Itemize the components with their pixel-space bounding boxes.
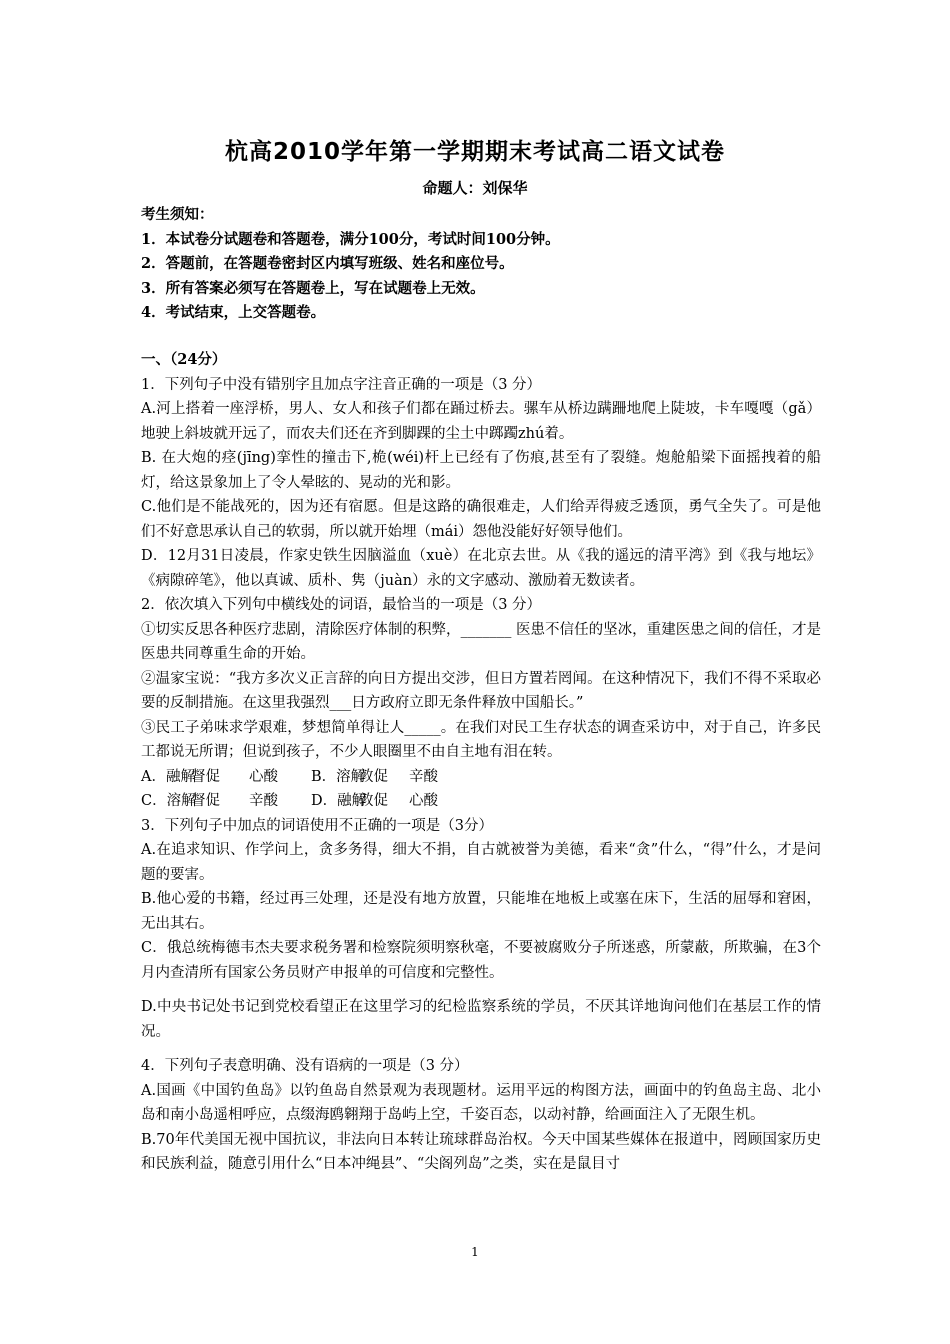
exam-content <box>141 348 821 1177</box>
question-1-option-c: C.他们是不能战死的，因为还有宿愿。但是这路的确很难走，人们给弄得疲乏透顶，勇气全失了。可是他们不好意思承认自己的软弱，所以就开始埋（mái）怨他没能好好领导他们。 <box>141 499 821 540</box>
notice-item: 1．本试卷分试题卷和答题卷，满分100分，考试时间100分钟。 <box>141 230 560 248</box>
option-word: 敦促 <box>359 768 388 785</box>
option-word: D．融解 <box>311 793 367 809</box>
option-word: 心酸 <box>409 793 438 809</box>
question-3-option-d: D.中央书记处书记到党校看望正在这里学习的纪检监察系统的学员，不厌其详地询问他们在基层工作的情况。 <box>141 999 821 1040</box>
question-2-item-1: ①切实反思各种医疗悲剧，清除医疗体制的积弊，_______ 医患不信任的坚冰，重建医患之间的信任，才是医患共同尊重生命的开始。 <box>141 621 821 662</box>
question-2-item-2: ②温家宝说：“我方多次义正言辞的向日方提出交涉，但日方置若罔闻。在这种情况下，我们不得不采取必要的反制措施。在这里我强烈___日方政府立即无条件释放中国船长。” <box>141 670 821 711</box>
notice-heading: 考生须知： <box>141 206 214 223</box>
candidate-notice <box>141 203 821 326</box>
question-1-stem: 1．下列句子中没有错别字且加点字注音正确的一项是（3 分） <box>141 376 542 393</box>
option-word: 敦促 <box>359 793 388 809</box>
question-2-item-3: ③民工子弟味求学艰难，梦想简单得让人_____。在我们对民工生存状态的调查采访中，对于自己，许多民工都说无所谓；但说到孩子，不少人眼圈里不由自主地有泪在转。 <box>141 719 821 760</box>
option-word: 督促 <box>191 768 220 785</box>
page-number: 1 <box>471 1245 479 1259</box>
question-3-option-c: C．俄总统梅德韦杰夫要求税务署和检察院须明察秋毫，不要被腐败分子所迷惑，所蒙蔽，所欺骗，在3个月内查清所有国家公务员财产申报单的可信度和完整性。 <box>141 940 821 981</box>
option-word: 辛酸 <box>409 768 438 785</box>
question-1-option-a: A.河上搭着一座浮桥，男人、女人和孩子们都在踊过桥去。骡车从桥边蹒跚地爬上陡坡，卡车嘎嘎（gǎ）地驶上斜坡就开远了，而农夫们还在齐到脚踝的尘土中踯躅zhú着。 <box>141 401 821 442</box>
exam-title: 杭高2010学年第一学期期末考试高二语文试卷 <box>224 139 725 165</box>
question-4-stem: 4．下列句子表意明确、没有语病的一项是（3 分） <box>141 1058 469 1074</box>
option-word: C．溶解 <box>141 793 196 809</box>
notice-item: 4．考试结束，上交答题卷。 <box>141 304 326 321</box>
option-word: 督促 <box>191 793 220 809</box>
question-1-option-b: B. 在大炮的痉(jīng)挛性的撞击下,桅(wéi)杆上已经有了伤痕,甚至有了裂缝。炮舱船梁下面摇拽着的船灯，给这景象加上了令人晕眩的、晃动的光和影。 <box>141 450 821 491</box>
question-2-options-row-2 <box>141 789 821 814</box>
option-word: 辛酸 <box>249 793 278 809</box>
question-4-option-b: B.70年代美国无视中国抗议，非法向日本转让琉球群岛治权。今天中国某些媒体在报道中，罔顾国家历史和民族利益，随意引用什么“日本冲绳县”、“尖阁列岛”之类，实在是鼠目寸 <box>141 1131 821 1172</box>
notice-item: 3．所有答案必须写在答题卷上，写在试题卷上无效。 <box>141 279 485 297</box>
notice-item: 2．答题前，在答题卷密封区内填写班级、姓名和座位号。 <box>141 255 514 272</box>
question-3-option-b: B.他心爱的书籍，经过再三处理，还是没有地方放置，只能堆在地板上或塞在床下，生活的屈辱和窘困，无出其右。 <box>141 891 821 932</box>
exam-author: 命题人：刘保华 <box>422 179 528 197</box>
option-word: B．溶解 <box>311 768 366 785</box>
question-2-stem: 2．依次填入下列句中横线处的词语，最恰当的一项是（3 分） <box>141 597 542 613</box>
question-3-option-a: A.在追求知识、作学问上，贪多务得，细大不捐，自古就被誉为美德，看来“贪”什么，“得”什么，才是问题的要害。 <box>141 842 821 883</box>
question-4-option-a: A.国画《中国钓鱼岛》以钓鱼岛自然景观为表现题材。运用平远的构图方法，画面中的钓鱼岛主岛、北小岛和南小岛遥相呼应，点缀海鸥翱翔于岛屿上空，千姿百态，以动衬静，给画面注入了无限生机。 <box>141 1082 821 1123</box>
section-heading: 一、（24分） <box>141 351 227 368</box>
question-1-option-d: D．12月31日凌晨，作家史铁生因脑溢血（xuè）在北京去世。从《我的遥远的清平湾》到《我与地坛》《病隙碎笔》，他以真诚、质朴、隽（juàn）永的文字感动、激励着无数读者。 <box>141 548 821 589</box>
option-word: 心酸 <box>249 768 278 785</box>
option-word: A．融解 <box>141 768 195 785</box>
question-3-stem: 3．下列句子中加点的词语使用不正确的一项是（3分） <box>141 817 493 834</box>
question-2-options-row-1 <box>141 765 821 790</box>
